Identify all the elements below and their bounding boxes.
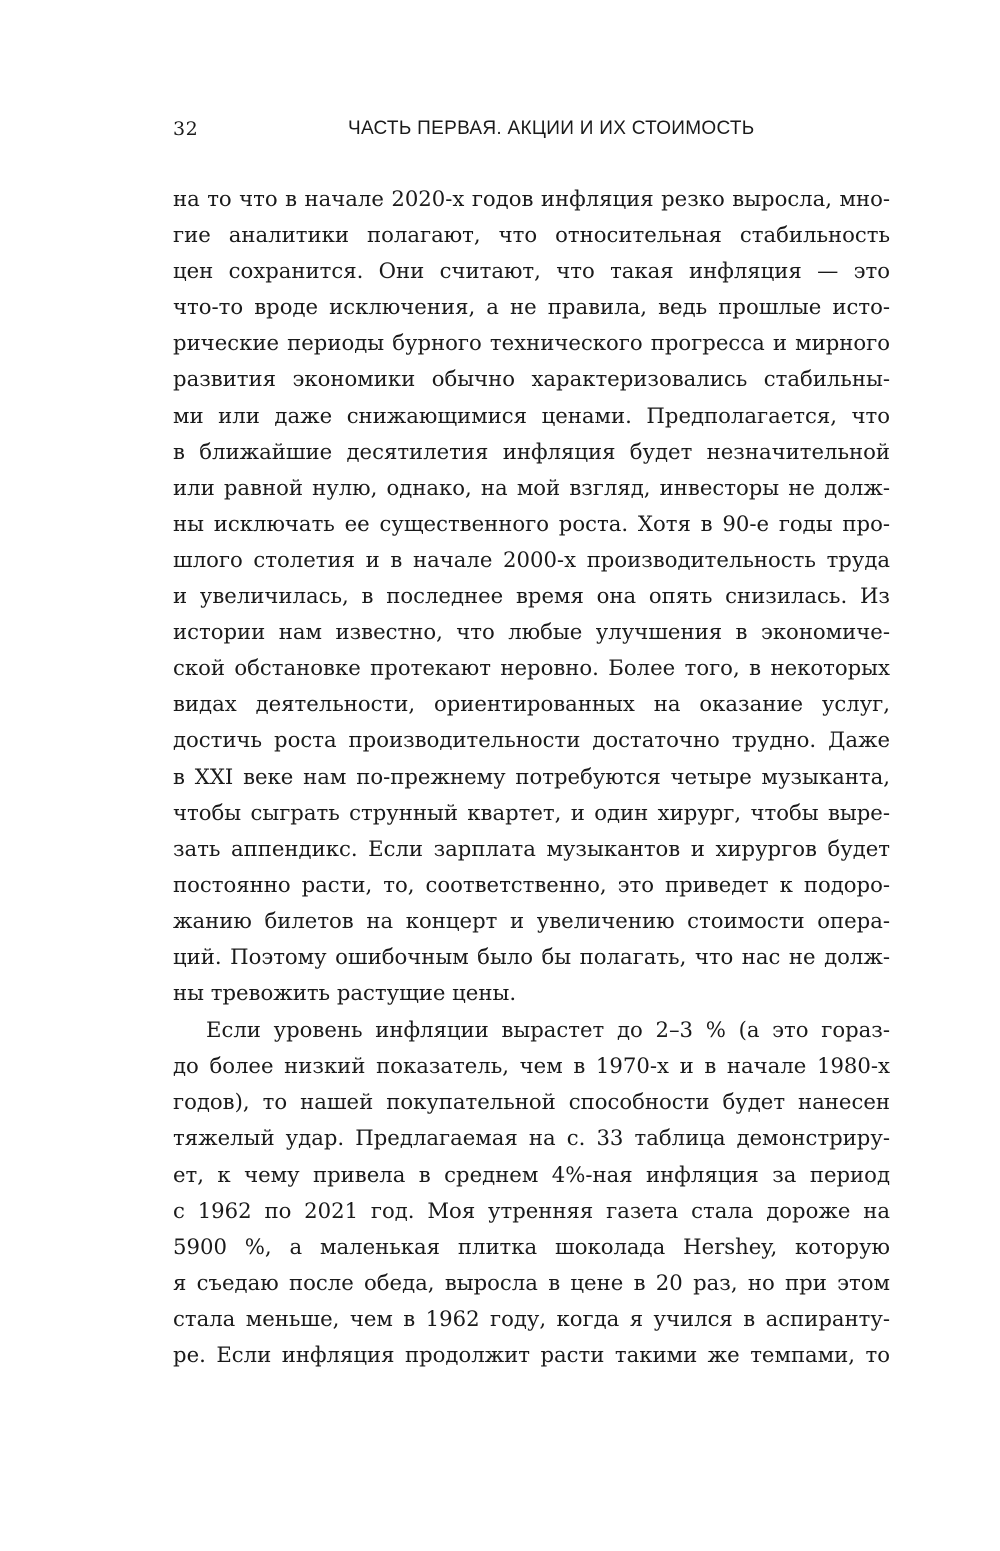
text-line: ны тревожить растущие цены. [173, 980, 517, 1006]
text-line: стала меньше, чем в 1962 году, когда я учился в аспиранту- [173, 1305, 890, 1331]
text-line: ми или даже снижающимися ценами. Предполагается, что [173, 402, 890, 428]
text-line: шлого столетия и в начале 2000-х производительность труда [173, 546, 890, 572]
text-line: Если уровень инфляции вырастет до 2–3 % (а это гораз- [206, 1017, 890, 1043]
text-line: рические периоды бурного технического прогресса и мирного [173, 330, 890, 356]
running-title: ЧАСТЬ ПЕРВАЯ. АКЦИИ И ИХ СТОИМОСТЬ [348, 118, 755, 139]
text-line: развития экономики обычно характеризовались стабильны- [173, 366, 890, 392]
text-line: до более низкий показатель, чем в 1970-х и в начале 1980-х [173, 1053, 890, 1079]
text-line: что-то вроде исключения, а не правила, ведь прошлые исто- [173, 294, 890, 320]
text-line: достичь роста производительности достаточно трудно. Даже [173, 727, 890, 753]
paragraph-2 [173, 1012, 890, 1373]
text-line: 5900 %, а маленькая плитка шоколада Hershey, которую [173, 1233, 890, 1259]
paragraph-1 [173, 181, 890, 1011]
text-line: жанию билетов на концерт и увеличению стоимости опера- [173, 907, 890, 933]
text-line: ре. Если инфляция продолжит расти такими же темпами, то [173, 1342, 890, 1367]
text-line: или равной нулю, однако, на мой взгляд, инвесторы не долж- [173, 474, 890, 500]
text-line: гие аналитики полагают, что относительная стабильность [173, 222, 890, 248]
text-line: постоянно расти, то, соответственно, это приведет к подоро- [173, 871, 890, 897]
text-line: годов), то нашей покупательной способности будет нанесен [173, 1089, 890, 1115]
text-line: тяжелый удар. Предлагаемая на с. 33 таблица демонстриру- [173, 1125, 890, 1151]
body-text [173, 181, 890, 1373]
text-line: ет, к чему привела в среднем 4%-ная инфляция за период [173, 1161, 890, 1187]
text-line: и увеличилась, в последнее время она опять снизилась. Из [173, 583, 890, 609]
text-line: чтобы сыграть струнный квартет, и один хирург, чтобы выре- [173, 799, 890, 825]
page-number: 32 [173, 118, 199, 140]
text-line: в XXI веке нам по-прежнему потребуются четыре музыканта, [173, 763, 890, 789]
text-line: видах деятельности, ориентированных на оказание услуг, [173, 691, 890, 717]
running-head [173, 118, 890, 148]
text-line: ской обстановке протекают неровно. Более того, в некоторых [173, 655, 890, 681]
text-line: ны исключать ее существенного роста. Хотя в 90-е годы про- [173, 510, 890, 536]
text-line: с 1962 по 2021 год. Моя утренняя газета стала дороже на [173, 1197, 890, 1223]
text-line: цен сохранится. Они считают, что такая инфляция — это [173, 258, 890, 284]
text-line: зать аппендикс. Если зарплата музыкантов и хирургов будет [173, 835, 890, 861]
text-line: в ближайшие десятилетия инфляция будет незначительной [173, 438, 890, 464]
text-line: истории нам известно, что любые улучшения в экономиче- [173, 619, 890, 645]
text-line: я съедаю после обеда, выросла в цене в 20 раз, но при этом [173, 1269, 890, 1295]
text-line: на то что в начале 2020-х годов инфляция резко выросла, мно- [173, 186, 890, 211]
text-line: ций. Поэтому ошибочным было бы полагать, что нас не долж- [173, 943, 890, 969]
